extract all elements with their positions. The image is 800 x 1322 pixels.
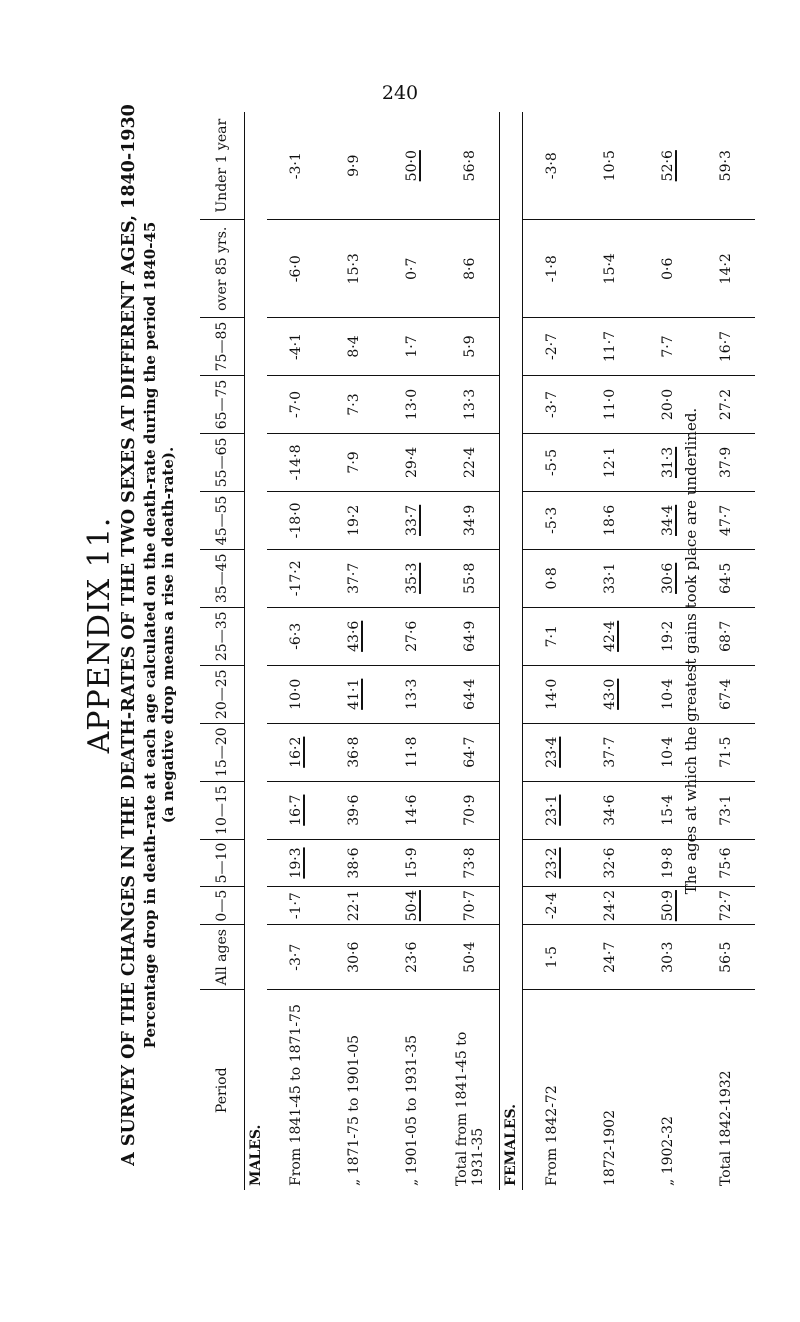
value-text: -2·4 [544,892,560,920]
value-text: 43·6 [346,620,362,652]
value-text: 19·8 [660,847,676,879]
value-text: -6·0 [288,255,304,283]
value-cell [325,376,383,434]
header-row [200,112,245,1190]
value-text: 64·5 [718,562,734,594]
value-cell [697,220,755,318]
value-cell [697,839,755,887]
value-text: 30·6 [660,562,676,594]
value-cell [523,887,582,925]
value-cell [383,781,441,839]
value-cell [383,549,441,607]
value-text: 18·6 [602,504,618,536]
value-cell [581,781,639,839]
value-cell [267,607,325,665]
value-cell [441,924,500,990]
value-cell [267,723,325,781]
value-text: 23·6 [404,941,420,973]
value-text: -17·2 [288,560,304,597]
value-text: 0·7 [404,257,420,280]
value-cell [581,112,639,220]
section-row [500,112,523,1190]
value-cell [581,887,639,925]
value-text: 23·4 [544,736,560,768]
value-cell [325,607,383,665]
value-cell [383,491,441,549]
period-cell: Total 1842-1932 [697,990,755,1190]
value-cell [441,318,500,376]
value-cell [523,607,582,665]
table-subtitle-2: (a negative drop means a rise in death-rate). [159,446,177,824]
value-cell [325,112,383,220]
value-cell [325,549,383,607]
value-text: 43·0 [602,678,618,710]
value-text: -2·7 [544,333,560,361]
value-text: 10·4 [660,678,676,710]
value-text: -3·1 [288,152,304,180]
value-text: 20·0 [660,388,676,421]
value-cell [581,723,639,781]
value-cell [267,887,325,925]
value-text: 16·7 [288,794,304,826]
value-cell [697,318,755,376]
value-cell [325,665,383,723]
value-text: 37·7 [602,736,618,768]
value-text: 10·5 [602,150,618,182]
column-header: 35—45 [200,549,245,607]
value-cell [441,781,500,839]
appendix-title: APPENDIX 11. [82,516,117,754]
table-title: A SURVEY OF THE CHANGES IN THE DEATH-RATES OF THE TWO SEXES AT DIFFERENT AGES, 1840-1930 [119,104,139,1166]
value-text: 30·6 [346,941,362,973]
value-text: 68·7 [718,620,734,652]
value-text: 75·6 [718,847,734,879]
value-text: 19·2 [346,504,362,536]
value-cell [581,607,639,665]
value-cell [267,112,325,220]
value-text: 22·4 [462,446,478,479]
value-cell [383,607,441,665]
value-text: 33·7 [404,504,420,536]
column-header: 75—85 [200,318,245,376]
value-text: -3·7 [544,390,560,418]
value-cell [325,887,383,925]
table-row [697,112,755,1190]
value-text: 13·3 [404,678,420,710]
value-text: 72·7 [718,890,734,922]
value-text: 30·3 [660,941,676,973]
value-cell [697,924,755,990]
value-cell [383,723,441,781]
value-text: 16·7 [718,330,734,363]
table-row [383,112,441,1190]
value-text: 70·7 [462,890,478,922]
column-header: 55—65 [200,433,245,491]
value-cell [581,549,639,607]
value-text: 56·8 [462,150,478,182]
value-text: 67·4 [718,678,734,710]
value-text: -1·8 [544,255,560,283]
value-cell [523,376,582,434]
value-text: 11·0 [602,388,618,421]
value-cell [441,723,500,781]
value-cell [267,220,325,318]
value-cell [383,887,441,925]
value-text: 50·4 [404,890,420,922]
value-cell [383,220,441,318]
value-text: 37·9 [718,446,734,479]
value-text: 73·1 [718,794,734,826]
value-text: 7·9 [346,451,362,474]
value-text: 55·8 [462,562,478,594]
value-text: 11·8 [404,736,420,768]
value-cell [697,723,755,781]
column-header: 0—5 [200,887,245,925]
value-text: -6·3 [288,622,304,650]
value-text: 7·3 [346,393,362,416]
value-text: 71·5 [718,736,734,768]
heading-block [82,80,177,1190]
value-text: 13·0 [404,388,420,421]
value-text: 38·6 [346,847,362,879]
column-header: 10—15 [200,781,245,839]
value-cell [441,491,500,549]
column-header: 20—25 [200,665,245,723]
value-text: 29·4 [404,446,420,479]
value-text: 50·0 [404,150,420,182]
value-cell [441,376,500,434]
value-text: 14·2 [718,253,734,285]
value-cell [267,491,325,549]
value-cell [383,318,441,376]
value-cell [267,665,325,723]
value-cell [581,318,639,376]
value-text: 36·8 [346,736,362,768]
value-text: 8·6 [462,257,478,280]
value-cell [267,839,325,887]
value-text: -14·8 [288,444,304,481]
value-text: 0·8 [544,567,560,590]
column-header: over 85 yrs. [200,220,245,318]
column-header: 5—10 [200,839,245,887]
value-cell [441,112,500,220]
value-text: 27·6 [404,620,420,652]
value-text: 64·9 [462,620,478,652]
page-number: 240 [381,82,419,104]
table-row [441,112,500,1190]
value-cell [267,924,325,990]
value-text: 15·3 [346,253,362,285]
value-text: 34·6 [602,794,618,826]
value-cell [697,112,755,220]
value-text: 64·7 [462,736,478,768]
section-row [245,112,268,1190]
value-cell [441,433,500,491]
value-text: 34·4 [660,504,676,536]
value-cell [383,433,441,491]
value-text: 70·9 [462,794,478,826]
value-text: 19·2 [660,620,676,652]
value-cell [325,723,383,781]
value-text: 52·6 [660,150,676,182]
value-cell [523,491,582,549]
value-text: 8·4 [346,335,362,358]
value-text: 16·2 [288,736,304,768]
value-cell [697,781,755,839]
column-header: Period [200,990,245,1190]
value-text: 35·3 [404,562,420,594]
value-cell [383,376,441,434]
value-text: 11·7 [602,330,618,363]
section-label: FEMALES. [500,112,523,1190]
value-cell [523,723,582,781]
value-cell [697,549,755,607]
table-row [325,112,383,1190]
rotated-table-sheet [80,80,734,1190]
value-cell [523,112,582,220]
value-text: 41·1 [346,678,362,710]
period-cell: 1872-1902 [581,990,639,1190]
value-text: -4·1 [288,333,304,361]
value-text: 50·4 [462,941,478,973]
value-text: 64·4 [462,678,478,710]
value-cell [441,839,500,887]
value-text: 27·2 [718,388,734,421]
value-text: 14·6 [404,794,420,826]
value-cell [523,665,582,723]
value-text: 15·4 [602,253,618,285]
value-cell [441,887,500,925]
value-cell [697,433,755,491]
value-text: 32·6 [602,847,618,879]
value-text: -5·3 [544,506,560,534]
footnote: The ages at which the greatest gains took place are underlined. [682,407,700,895]
value-text: 56·5 [718,941,734,973]
period-cell: „ 1902-32 [639,990,697,1190]
value-text: 9·9 [346,154,362,177]
value-text: 39·6 [346,794,362,826]
period-cell: „ 1871-75 to 1901-05 [325,990,383,1190]
table-body [245,112,756,1190]
value-text: 14·0 [544,678,560,710]
value-cell [325,924,383,990]
value-cell [523,318,582,376]
period-cell: From 1842-72 [523,990,582,1190]
table-subtitle-1: Percentage drop in death-rate at each age calculated on the death-rate during the period 1840-45 [141,221,159,1049]
column-header: 65—75 [200,376,245,434]
value-cell [581,220,639,318]
value-text: 24·7 [602,941,618,973]
value-cell [325,220,383,318]
value-text: 0·6 [660,257,676,280]
value-cell [325,433,383,491]
value-cell [523,220,582,318]
value-text: -3·8 [544,152,560,180]
column-header: All ages [200,924,245,990]
value-text: 7·7 [660,335,676,358]
value-cell [383,924,441,990]
value-text: -18·0 [288,502,304,539]
value-text: 15·4 [660,794,676,826]
value-text: 34·9 [462,504,478,536]
value-text: 1·7 [404,335,420,358]
value-cell [441,665,500,723]
table-row [267,112,325,1190]
value-cell [441,549,500,607]
value-text: 5·9 [462,335,478,358]
value-text: 7·1 [544,625,560,648]
value-cell [523,781,582,839]
value-text: 1·5 [544,946,560,969]
value-text: -3·7 [288,943,304,971]
section-label: MALES. [248,1124,264,1186]
column-header: 15—20 [200,723,245,781]
value-cell [267,376,325,434]
value-cell [267,549,325,607]
value-cell [383,112,441,220]
period-cell: From 1841-45 to 1871-75 [267,990,325,1190]
value-text: -5·5 [544,448,560,476]
value-text: 23·1 [544,794,560,826]
value-cell [581,433,639,491]
value-text: -7·0 [288,390,304,418]
value-cell [581,376,639,434]
death-rate-table [200,112,755,1190]
value-cell [267,318,325,376]
value-text: 59·3 [718,150,734,182]
value-text: 24·2 [602,890,618,922]
value-cell [325,781,383,839]
column-header: 25—35 [200,607,245,665]
value-text: -1·7 [288,892,304,920]
value-cell [581,491,639,549]
value-cell [441,607,500,665]
value-text: 22·1 [346,890,362,922]
value-text: 42·4 [602,620,618,652]
value-cell [325,839,383,887]
value-text: 31·3 [660,446,676,479]
value-cell [697,887,755,925]
value-text: 12·1 [602,446,618,479]
value-cell [523,839,582,887]
value-cell [581,839,639,887]
value-cell [523,433,582,491]
value-text: 15·9 [404,847,420,879]
value-cell [697,607,755,665]
column-header: Under 1 year [200,112,245,220]
value-cell [325,318,383,376]
period-cell: „ 1901-05 to 1931-35 [383,990,441,1190]
value-text: 47·7 [718,504,734,536]
column-header: 45—55 [200,491,245,549]
value-cell [325,491,383,549]
value-cell [523,549,582,607]
value-cell [267,433,325,491]
value-cell [383,665,441,723]
value-text: 19·3 [288,847,304,879]
period-cell: Total from 1841-45 to 1931-35 [441,990,500,1190]
value-cell [523,924,582,990]
value-text: 33·1 [602,562,618,594]
table-row [581,112,639,1190]
value-cell [697,665,755,723]
value-cell [581,924,639,990]
value-text: 10·4 [660,736,676,768]
value-text: 50·9 [660,890,676,922]
value-text: 73·8 [462,847,478,879]
value-cell [441,220,500,318]
value-text: 10·0 [288,678,304,710]
value-cell [697,376,755,434]
value-cell [267,781,325,839]
value-text: 37·7 [346,562,362,594]
table-row [523,112,582,1190]
value-text: 23·2 [544,847,560,879]
value-text: 13·3 [462,388,478,421]
value-cell [581,665,639,723]
value-cell [383,839,441,887]
value-cell [697,491,755,549]
